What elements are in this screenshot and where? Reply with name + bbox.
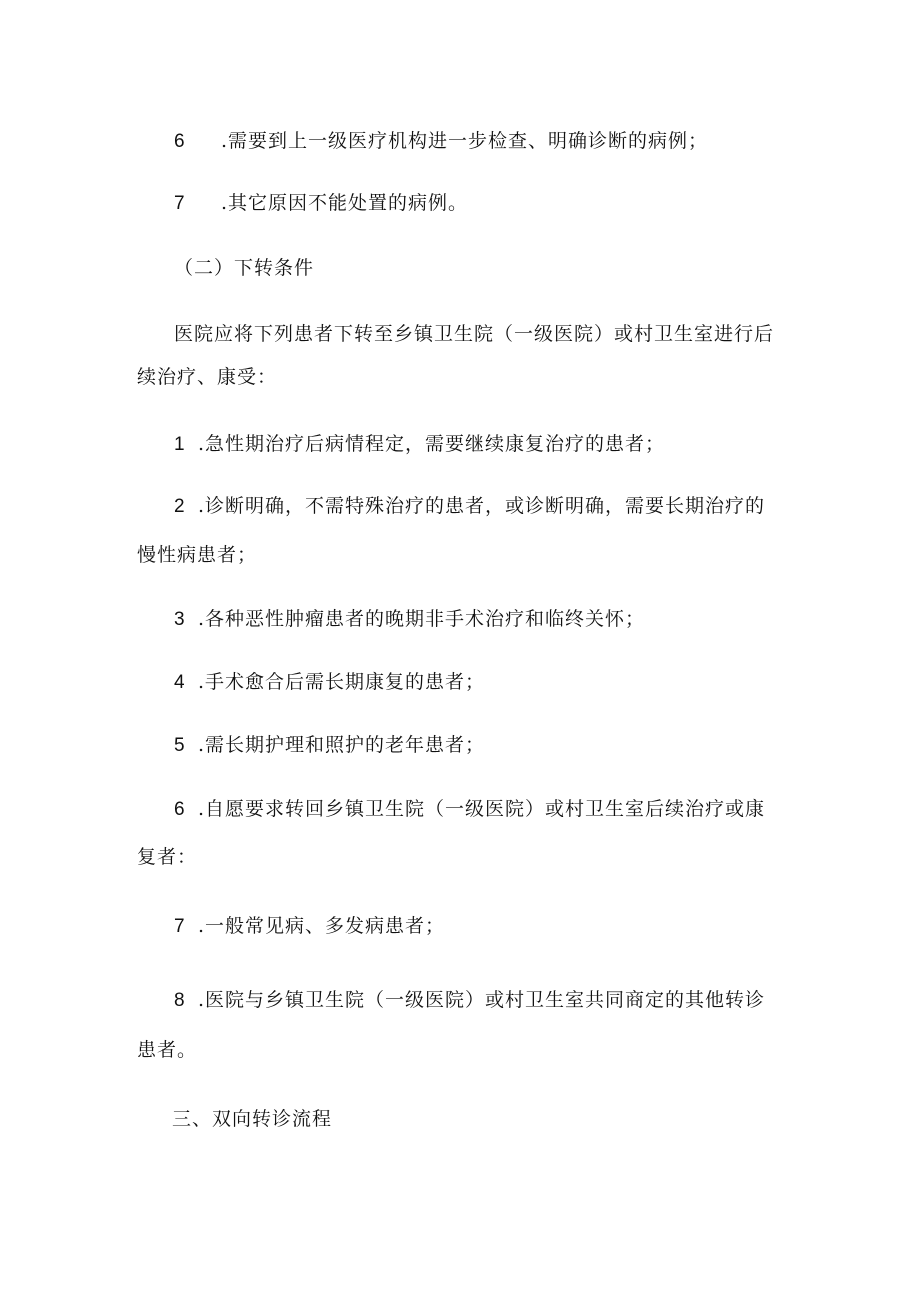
item-text: .医院与乡镇卫生院（一级医院）或村卫生室共同商定的其他转诊	[198, 989, 766, 1011]
item-number: 4	[174, 672, 186, 693]
list-item-down-6-continuation: 复者：	[137, 846, 198, 868]
item-number: 2	[174, 496, 186, 517]
item-number: 6	[174, 799, 186, 820]
list-item-down-8	[174, 988, 765, 1013]
list-item-upper-7	[174, 191, 468, 216]
intro-paragraph-line2: 续治疗、康受：	[137, 366, 278, 388]
list-item-down-1	[174, 432, 665, 457]
item-text: .需要到上一级医疗机构进一步检查、明确诊断的病例；	[221, 130, 709, 152]
item-text: .手术愈合后需长期康复的患者；	[198, 671, 486, 693]
intro-paragraph-line1: 医院应将下列患者下转至乡镇卫生院（一级医院）或村卫生室进行后	[174, 323, 775, 345]
item-number: 8	[174, 990, 186, 1011]
item-number: 5	[174, 735, 186, 756]
list-item-down-2-continuation: 慢性病患者；	[137, 544, 258, 566]
list-item-down-7	[174, 914, 445, 939]
item-number: 3	[174, 609, 186, 630]
item-number: 7	[174, 193, 186, 214]
list-item-down-5	[174, 733, 485, 758]
item-number: 1	[174, 434, 186, 455]
item-number: 6	[174, 131, 186, 152]
item-text: .急性期治疗后病情程定，需要继续康复治疗的患者；	[198, 433, 666, 455]
item-text: .一般常见病、多发病患者；	[198, 915, 446, 937]
list-item-down-2	[174, 494, 765, 519]
item-text: .诊断明确，不需特殊治疗的患者，或诊断明确，需要长期治疗的	[198, 495, 766, 517]
list-item-down-4	[174, 670, 485, 695]
list-item-down-8-continuation: 患者。	[137, 1039, 198, 1061]
item-number: 7	[174, 916, 186, 937]
section-heading-down: （二）下转条件	[174, 257, 315, 279]
item-text: .各种恶性肿瘤患者的晚期非手术治疗和临终关怀；	[198, 608, 646, 630]
list-item-upper-6	[174, 129, 708, 154]
item-text: .自愿要求转回乡镇卫生院（一级医院）或村卫生室后续治疗或康	[198, 798, 766, 820]
item-text: .需长期护理和照护的老年患者；	[198, 734, 486, 756]
section-heading-three: 三、双向转诊流程	[172, 1108, 333, 1130]
list-item-down-6	[174, 797, 765, 822]
item-text: .其它原因不能处置的病例。	[221, 192, 469, 214]
list-item-down-3	[174, 607, 645, 632]
